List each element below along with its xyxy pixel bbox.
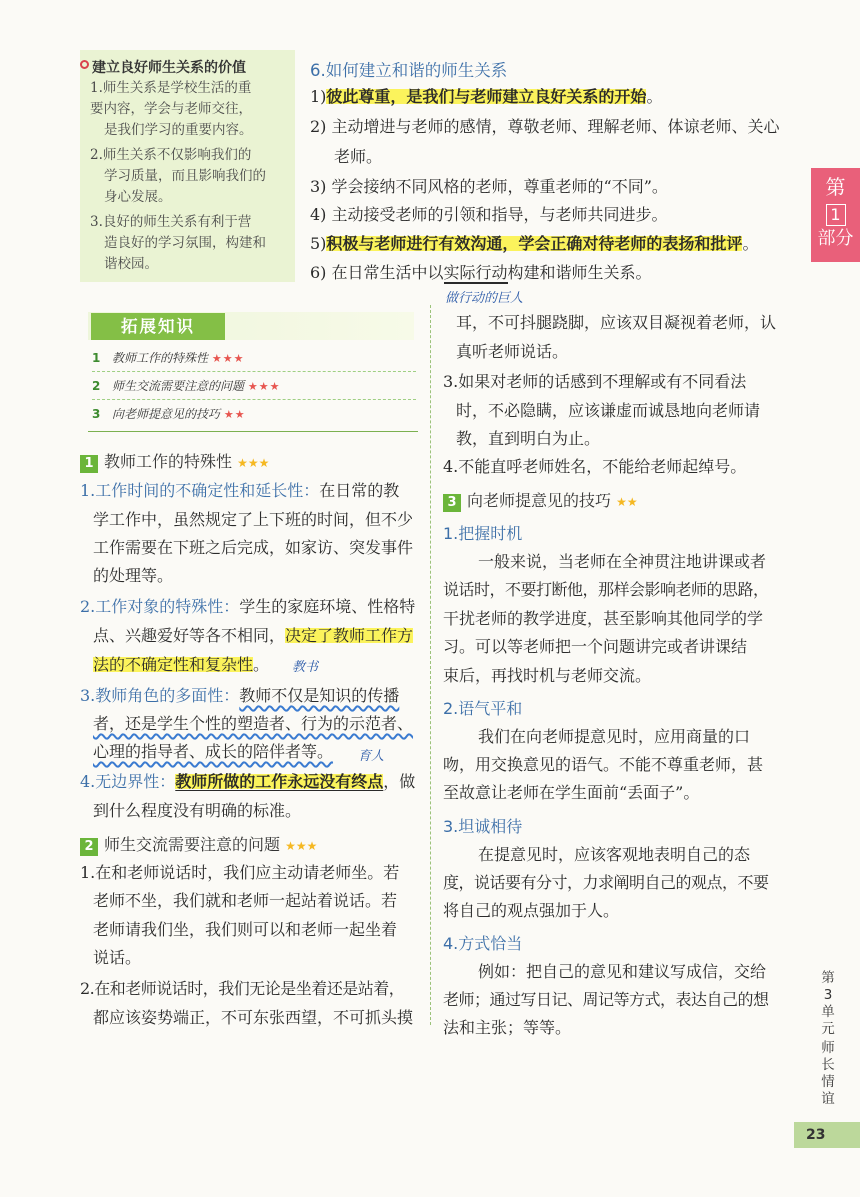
sec1-p1-line: 学工作中，虽然规定了上下班的时间，但不少 bbox=[93, 510, 414, 529]
sec1-p2-line: 点、兴趣爱好等各不相同，决定了教师工作方 bbox=[93, 626, 414, 645]
handwritten-note: 育人 bbox=[358, 749, 385, 764]
sec2-cont-line: 3.如果对老师的话感到不理解或有不同看法 bbox=[443, 372, 747, 391]
unit-name: 师 长 情 谊 bbox=[821, 1040, 835, 1107]
value-box-line: 是我们学习的重要内容。 bbox=[104, 122, 253, 138]
sec2-line: 老师请我们坐，我们则可以和老师一起坐着 bbox=[93, 920, 398, 939]
sec3-sub1: 1.把握时机 bbox=[443, 524, 523, 543]
sec3-sub3: 3.坦诚相待 bbox=[443, 817, 523, 836]
sec2-heading: 2 师生交流需要注意的问题 ★★★ bbox=[80, 832, 317, 856]
extension-item: 3 向老师提意见的技巧 ★★ bbox=[92, 407, 246, 421]
extension-item: 1 教师工作的特殊性 ★★★ bbox=[92, 345, 416, 372]
sec3-line: 一般来说，当老师在全神贯注地讲课或者 bbox=[478, 552, 767, 571]
unit-label: 第 3 单 元 bbox=[821, 970, 835, 1037]
sec3-line: 例如：把自己的意见和建议写成信，交给 bbox=[478, 962, 767, 981]
sec2-cont-line: 真听老师说话。 bbox=[456, 342, 569, 361]
sec3-line: 我们在向老师提意见时，应用商量的口 bbox=[478, 727, 751, 746]
part-tab: 第 1 部分 bbox=[811, 168, 860, 262]
column-divider bbox=[430, 305, 431, 1025]
sec2-line: 2.在和老师说话时，我们无论是坐着还是站着， bbox=[80, 979, 405, 998]
s6-item-6: 6) 在日常生活中以实际行动构建和谐师生关系。 bbox=[310, 263, 652, 282]
s6-item-3: 3) 学会接纳不同风格的老师，尊重老师的“不同”。 bbox=[310, 177, 668, 196]
value-box-line: 身心发展。 bbox=[104, 189, 172, 205]
s6-item-2-cont: 老师。 bbox=[334, 147, 383, 166]
sec3-line: 束后，再找时机与老师交流。 bbox=[443, 666, 652, 685]
sec2-line: 都应该姿势端正，不可东张西望，不可抓头摸 bbox=[93, 1008, 414, 1027]
sec2-line: 老师不坐，我们就和老师一起站着说话。若 bbox=[93, 891, 398, 910]
s6-item-4: 4) 主动接受老师的引领和指导，与老师共同进步。 bbox=[310, 205, 668, 224]
sec3-line: 干扰老师的教学进度，甚至影响其他同学的学 bbox=[443, 609, 764, 628]
value-box-line: 3.良好的师生关系有利于营 bbox=[90, 214, 252, 230]
sec1-p4: 4.无边界性：教师所做的工作永远没有终点，做 bbox=[80, 772, 416, 791]
sec2-line: 说话。 bbox=[93, 948, 142, 967]
value-box-line: 学习质量，而且影响我们的 bbox=[104, 168, 266, 184]
sec3-line: 度，说话要有分寸，力求阐明自己的观点，不要 bbox=[443, 873, 769, 892]
sec3-heading: 3 向老师提意见的技巧 ★★ bbox=[443, 488, 638, 512]
extension-title: 拓展知识 bbox=[91, 313, 225, 340]
sec1-p1-line: 工作需要在下班之后完成，如家访、突发事件 bbox=[93, 538, 414, 557]
handwritten-note: 做行动的巨人 bbox=[445, 291, 524, 306]
sec3-line: 吻，用交换意见的语气。不能不尊重老师，甚 bbox=[443, 755, 764, 774]
sec3-line: 习。可以等老师把一个问题讲完或者讲课结 bbox=[443, 637, 748, 656]
value-box-line: 谐校园。 bbox=[104, 256, 158, 272]
s6-item-1: 1)彼此尊重，是我们与老师建立良好关系的开始。 bbox=[310, 87, 663, 106]
value-box-line: 2.师生关系不仅影响我们的 bbox=[90, 147, 252, 163]
value-box-line: 造良好的学习氛围，构建和 bbox=[104, 235, 266, 251]
sec1-p3: 3.教师角色的多面性：教师不仅是知识的传播 bbox=[80, 686, 400, 705]
sec2-line: 1.在和老师说话时，我们应主动请老师坐。若 bbox=[80, 863, 400, 882]
value-box-title: 建立良好师生关系的价值 bbox=[92, 60, 246, 76]
value-box-line: 要内容，学会与老师交往， bbox=[90, 101, 252, 117]
sec1-p1-line: 的处理等。 bbox=[93, 566, 174, 585]
s6-item-2: 2) 主动增进与老师的感情，尊敬老师、理解老师、体谅老师、关心 bbox=[310, 117, 780, 136]
sec2-cont-line: 4.不能直呼老师姓名，不能给老师起绰号。 bbox=[443, 457, 747, 476]
sec1-p2-line: 法的不确定性和复杂性。 bbox=[93, 655, 270, 674]
sec1-p3-line: 心理的指导者、成长的陪伴者等。 bbox=[93, 742, 334, 761]
sec3-sub4: 4.方式恰当 bbox=[443, 934, 523, 953]
sec3-sub2: 2.语气平和 bbox=[443, 699, 523, 718]
sec1-p2: 2.工作对象的特殊性：学生的家庭环境、性格特 bbox=[80, 597, 416, 616]
s6-item-5: 5)积极与老师进行有效沟通，学会正确对待老师的表扬和批评。 bbox=[310, 234, 759, 253]
page-number: 23 bbox=[794, 1122, 860, 1148]
sec3-line: 至故意让老师在学生面前“丢面子”。 bbox=[443, 783, 700, 802]
sec1-p1: 1.工作时间的不确定性和延长性：在日常的教 bbox=[80, 481, 400, 500]
sec3-line: 老师；通过写日记、周记等方式，表达自己的想 bbox=[443, 990, 769, 1009]
sec2-cont-line: 教，直到明白为止。 bbox=[456, 429, 601, 448]
sec3-line: 说话时，不要打断他，那样会影响老师的思路， bbox=[443, 580, 769, 599]
value-box-line: 1.师生关系是学校生活的重 bbox=[90, 80, 252, 96]
sec1-heading: 1 教师工作的特殊性 ★★★ bbox=[80, 449, 269, 473]
sec1-p4-line: 到什么程度没有明确的标准。 bbox=[93, 801, 302, 820]
sec2-cont-line: 耳，不可抖腿跷脚，应该双目凝视着老师，认 bbox=[456, 313, 777, 332]
extension-item: 2 师生交流需要注意的问题 ★★★ bbox=[92, 373, 416, 400]
section6-title: 6.如何建立和谐的师生关系 bbox=[310, 61, 508, 80]
sec2-cont-line: 时，不必隐瞒，应该谦虚而诚恳地向老师请 bbox=[456, 401, 761, 420]
bullet-icon bbox=[80, 60, 89, 69]
sec1-p3-line: 者，还是学生个性的塑造者、行为的示范者、 bbox=[93, 714, 414, 733]
sec3-line: 将自己的观点强加于人。 bbox=[443, 901, 620, 920]
sec3-line: 法和主张；等等。 bbox=[443, 1018, 572, 1037]
handwritten-note: 教书 bbox=[292, 660, 319, 675]
sec3-line: 在提意见时，应该客观地表明自己的态 bbox=[478, 845, 751, 864]
